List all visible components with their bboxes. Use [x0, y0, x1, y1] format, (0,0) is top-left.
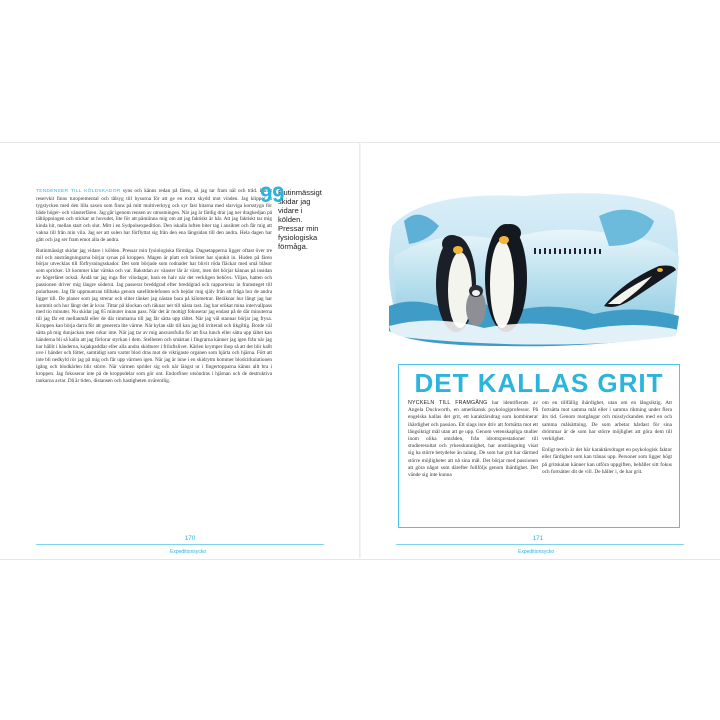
- left-page-number: 170: [184, 535, 196, 542]
- article-title: DET KALLAS GRIT: [414, 368, 664, 398]
- column-2-paragraph-2: Enligt teorin är det här karaktärsdraget en psykologisk faktor eller färdighet som kan tränas upp. Personer som ligger högt på gritskalan känner kan utföra uppgiften, behåller sitt fokus och fortsätter dit de vill. De håller i, de har grit.: [542, 447, 672, 475]
- pull-quote-text: Rutinmässigt skidar jag vidare i kölden. Pressar min fysiologiska förmåga.: [278, 188, 322, 251]
- book-gutter: [359, 142, 361, 558]
- right-footer-rule: [396, 544, 684, 545]
- quote-mark-icon: 99: [260, 182, 285, 207]
- emperor-penguin-2: [485, 224, 527, 332]
- column-1-paragraph: [408, 400, 538, 479]
- left-paragraph-1-text: syns och känns redan på fären, så jag tar fram näl och tråd. I mitt reservkit finns turopremental och tålsyg till hysorna för att ge en extra skydd mot vinden. Jag klipper ut tygstycken med den lilla saxen som finns på mitt multiverktyg och syr fast hitarna med slarviga korsstygn för både höger- och vänsterfären. Jag går igenom rensen av utrustningen. När jag är färdig drar jag ner dragkedjan på tältöppningen och stickar ut huvudet, lite för att pämiinna mig om att jag faktiskt är här. Att jag faktiskt tar mig kinda hit, mellan start och slut. Mitt i en Sydpolsexpedition. Den iskalla luften biter tag i ansiktet och får mig att vakna till från min vila. Jag ser att solen har förflyttat sig från den ena längsidan till den andra. Hela dagen har gått och jag ser fram emot alla de andra.: [36, 188, 272, 243]
- penguin-photo: [384, 186, 684, 348]
- left-lead-in: TENDENSER TILL KÖLDSKADOR: [36, 189, 121, 194]
- left-page-body: [36, 188, 272, 389]
- right-footer-text: Expeditionsycko: [518, 549, 555, 555]
- column-1-text: har identifierats av Angela Duckworth, en amerikansk psykologiprofessor. På engelska kallas det grit, ett karaktärsdrag som kombinerar ihärdighet och passion. Ett slags inre driv att fortsätta mot ett långsiktigt mål utan att ge upp. Genom vetenskapliga studier inom olika områden, från idrottsprestationer till studieresultat och yrkesskunnighet, har ansträngning visat sig ha större betydelse än talang. De som har grit har därmed större möjligheter att nå sina mål. Det börjar med passionen att göra något som därefter fullföljs genom ihärdighet. Det vände sig inte kunna: [408, 400, 538, 479]
- column-2-paragraph-1: om en tillfällig ihärdighet, utan om en långsiktig. Att fortsätta mot samma mål eller i samma riktning under flera års tid. Genom motgångar och misslyckanden med en och samma målsättning. De som arbetar hårdast för sina drömmar är de som har större möjlighet att göra dem till verklighet.: [542, 400, 672, 443]
- left-paragraph-2: Rutinmässigt skidar jag vidare i kölden. Pressar min fysiologiska förmåga. Dagsetapperna ligger oftast över tre mil och ansträngningarna börjar synas på kroppen. Magen är platt och bröstet har sjunkit in. Huden på fären börjar utvecklas till förfrysningsskador. Det som började som rodnader har blivit röda fläckar med små blåsor som spricker. Ut kommer klar vätska och var. Bakstdan av vänster lår är värst, men det börjar kännas på insidan av högerläret också. Ändå tar jag inga fler vilodagar, bara en halv när det verkligen behövs. Viljan, hatten och passionen driver mig längre söderut. Jag passerar breddgrad efter breddgrad och rapporterar in framsteget till polarbasen. Jag får uppmuntran tillbaka genom satellittelefonen och bejdar mig själv från att fråga hur de andra ligger till. De planer som jag strerar och sliter tänker jag nästan bara på kilometrar. Beräknar hur långt jag har kommit och hur långt det är kvar. Tittar på klockan och räknar ner till nästa rast. Jag har utökat mina intervallpass med tio minuter. Nu skidar jag 65 minuter innan pass. När det är mottigt fokuserar jag endast på de där minuterna till jag får ett mellanmål eller de där timmarna till jag får sätta upp tältet. När jag väl stannar börjar jag frysa. Kroppen kan börja darra för att generera lite värme. När kylan slår till kan jag bli irriterad och likgiltig. Borde väl sätta på mig dunjackan men orkar inte. När jag tar av mig ansvarsfulla för att fixa lunch eller sätta upp tältet kan händerna bli så kalla att jag förlorar styrkan i dem. Stelheten och smärtan i fingrarna känner jag igen från när jag har hällit i händerna, kajakpaddlar eller alla andra skidturer i friluftslivet. Kärlen krymper ihop så att det blir kallt uve i händer och fötter, samtidigt som varmt blod dras mot de viktigaste organen som hjärta och hjärna. Fött att inte bli nedkyld rör jag på mig och får upp värmen igen. När jag är inne i en skidrytm kommer blodcirkulationen igång och blodkärlen blir större. När värmen sprider sig och när längst ut i fingertopparna känns allt bra i kroppen. Jag fokuserar inte på de kroppsdelar som gör ont. Endorfiner utsöndras i hjärnan och de destruktiva tankarna avtar. Då är tiden, distansen och hastigheten ovärentlig.: [36, 247, 272, 384]
- pull-quote: [260, 182, 322, 251]
- left-footer-text: Expeditionsycko: [170, 549, 207, 555]
- left-footer-rule: [36, 544, 324, 545]
- left-paragraph-1: [36, 188, 272, 244]
- article-column-2: [542, 400, 672, 480]
- right-page-number: 171: [532, 535, 544, 542]
- article-column-1: [408, 400, 538, 483]
- column-1-lead: NYCKELN TILL FRAMGÅNG: [408, 400, 488, 406]
